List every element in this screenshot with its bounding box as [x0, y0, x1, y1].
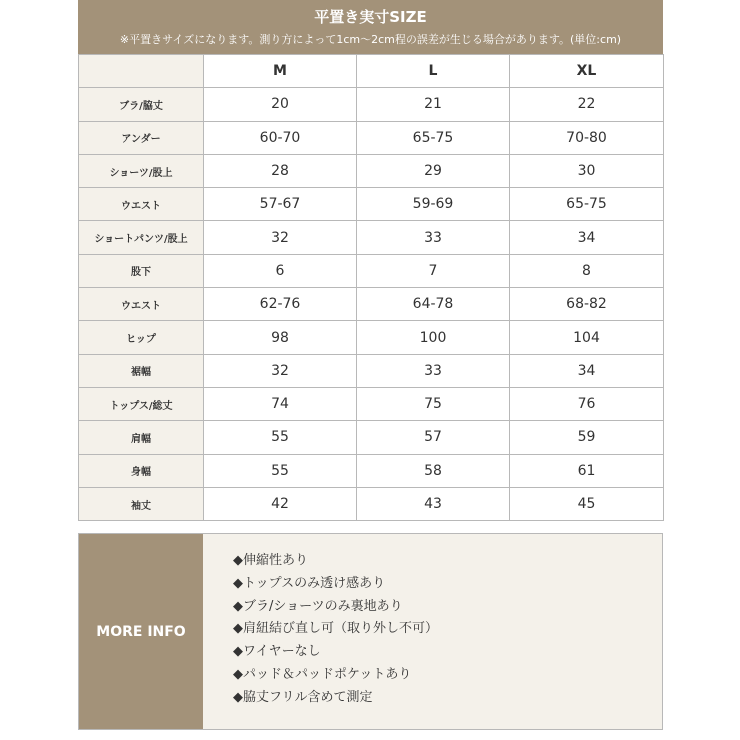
row-label: 裾幅 [79, 354, 204, 387]
list-item: ◆肩紐結び直し可（取り外し不可） [233, 621, 438, 637]
table-row [79, 487, 664, 520]
table-row [79, 88, 664, 121]
row-label: ウエスト [79, 288, 204, 321]
row-label: 肩幅 [79, 421, 204, 454]
more-info-label: MORE INFO [79, 534, 203, 729]
row-label: ヒップ [79, 321, 204, 354]
cell-value: 62-76 [204, 288, 357, 321]
size-note: ※平置きサイズになります。測り方によって1cm～2cm程の誤差が生じる場合があります。(単位:cm) [119, 33, 622, 46]
table-row [79, 154, 664, 187]
cell-value: 100 [357, 321, 510, 354]
cell-value: 42 [204, 487, 357, 520]
size-table [78, 54, 664, 521]
cell-value: 98 [204, 321, 357, 354]
row-label: トップス/総丈 [79, 387, 204, 420]
cell-value: 61 [510, 454, 664, 487]
cell-value: 43 [357, 487, 510, 520]
cell-value: 32 [204, 221, 357, 254]
cell-value: 55 [204, 454, 357, 487]
row-label: ショーツ/股上 [79, 154, 204, 187]
list-item: ◆ワイヤーなし [233, 644, 321, 660]
table-row [79, 387, 664, 420]
column-header-l: L [357, 55, 510, 88]
cell-value: 60-70 [204, 121, 357, 154]
cell-value: 7 [357, 254, 510, 287]
cell-value: 104 [510, 321, 664, 354]
cell-value: 64-78 [357, 288, 510, 321]
cell-value: 21 [357, 88, 510, 121]
list-item: ◆ブラ/ショーツのみ裏地あり [233, 598, 403, 614]
cell-value: 74 [204, 387, 357, 420]
table-row [79, 288, 664, 321]
table-row [79, 321, 664, 354]
cell-value: 34 [510, 221, 664, 254]
cell-value: 6 [204, 254, 357, 287]
cell-value: 22 [510, 88, 664, 121]
cell-value: 59 [510, 421, 664, 454]
table-row [79, 354, 664, 387]
list-item: ◆パッド＆パッドポケットあり [233, 666, 412, 682]
cell-value: 75 [357, 387, 510, 420]
list-item: ◆脇丈フリル含めて測定 [233, 689, 373, 705]
cell-value: 33 [357, 354, 510, 387]
table-row [79, 421, 664, 454]
cell-value: 45 [510, 487, 664, 520]
list-item: ◆伸縮性あり [233, 553, 308, 568]
corner-cell [79, 55, 204, 88]
more-info-list [203, 534, 662, 729]
row-label: ブラ/脇丈 [79, 88, 204, 121]
table-row [79, 188, 664, 221]
cell-value: 20 [204, 88, 357, 121]
row-label: 袖丈 [79, 487, 204, 520]
row-label: ショートパンツ/股上 [79, 221, 204, 254]
cell-value: 32 [204, 354, 357, 387]
cell-value: 76 [510, 387, 664, 420]
cell-value: 8 [510, 254, 664, 287]
table-row [79, 454, 664, 487]
table-row [79, 121, 664, 154]
cell-value: 55 [204, 421, 357, 454]
table-row [79, 221, 664, 254]
cell-value: 57 [357, 421, 510, 454]
row-label: 身幅 [79, 454, 204, 487]
row-label: アンダー [79, 121, 204, 154]
cell-value: 33 [357, 221, 510, 254]
cell-value: 30 [510, 154, 664, 187]
cell-value: 57-67 [204, 188, 357, 221]
size-header [78, 0, 663, 54]
column-header-m: M [204, 55, 357, 88]
table-row [79, 254, 664, 287]
list-item: ◆トップスのみ透け感あり [233, 575, 386, 591]
cell-value: 58 [357, 454, 510, 487]
size-title: 平置き実寸SIZE [314, 8, 427, 26]
size-header-row [79, 55, 664, 88]
cell-value: 68-82 [510, 288, 664, 321]
column-header-xl: XL [510, 55, 664, 88]
cell-value: 70-80 [510, 121, 664, 154]
cell-value: 65-75 [510, 188, 664, 221]
cell-value: 34 [510, 354, 664, 387]
cell-value: 65-75 [357, 121, 510, 154]
cell-value: 28 [204, 154, 357, 187]
more-info-box [78, 533, 663, 730]
cell-value: 29 [357, 154, 510, 187]
cell-value: 59-69 [357, 188, 510, 221]
row-label: 股下 [79, 254, 204, 287]
row-label: ウエスト [79, 188, 204, 221]
